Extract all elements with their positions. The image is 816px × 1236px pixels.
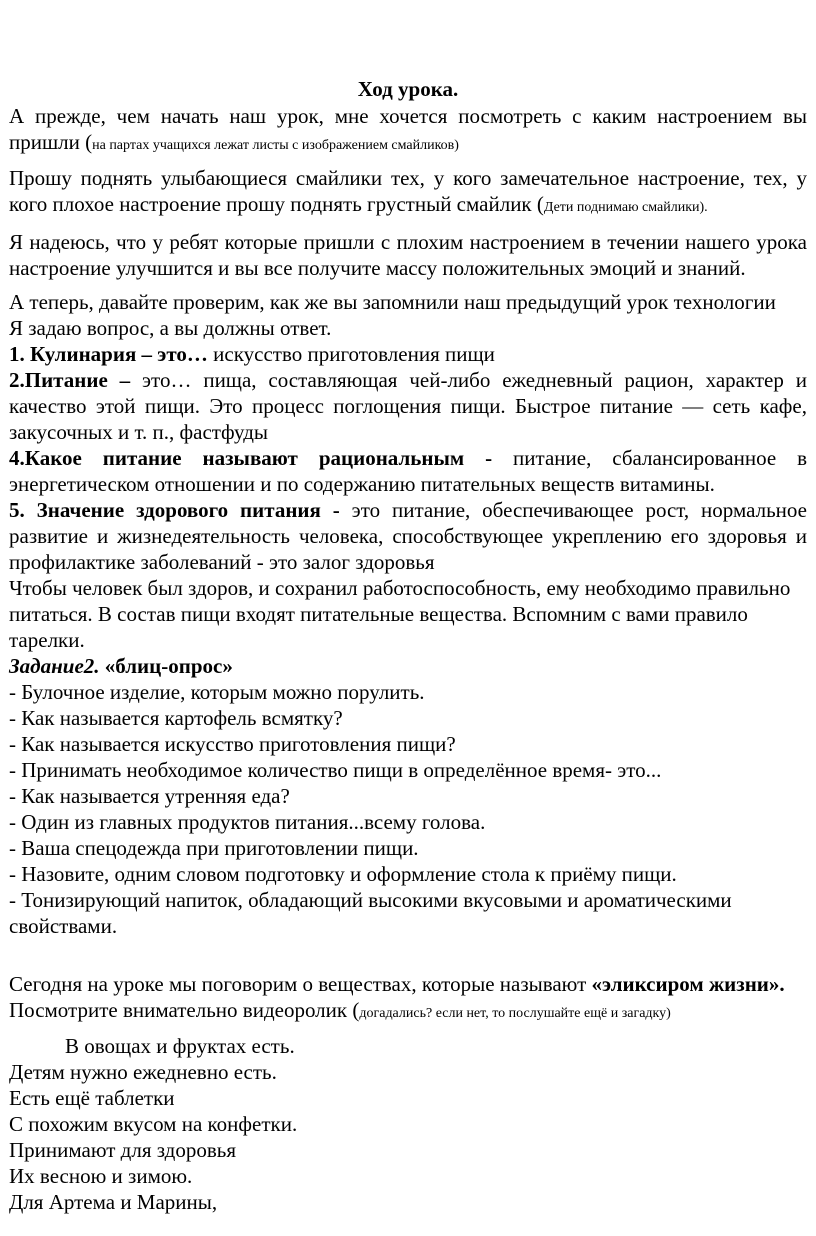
intro-text: А прежде, чем начать наш урок, мне хочется посмотреть с каким настроением вы пришли (: [9, 104, 807, 154]
question-item: - Булочное изделие, которым можно порулить.: [9, 680, 425, 704]
riddle-line: Их весною и зимою.: [9, 1164, 193, 1188]
smiles-note: Дети поднимаю смайлики).: [543, 200, 708, 215]
question-item: - Назовите, одним словом подготовку и оформление стола к приёму пищи.: [9, 862, 677, 886]
lesson-title: Ход урока.: [357, 77, 459, 101]
riddle-poem: [9, 1033, 807, 1215]
qa-term: Кулинария – это…: [30, 342, 208, 366]
smiles-text: Прошу поднять улыбающиеся смайлики тех, у кого замечательное настроение, тех, у кого плохое настроение прошу поднять грустный смайлик (: [9, 166, 807, 216]
task-heading: [9, 653, 807, 679]
spacer: [9, 939, 807, 965]
check-paragraph: А теперь, давайте проверим, как же вы запомнили наш предыдущий урок технологии: [9, 290, 776, 314]
hope-paragraph: Я надеюсь, что у ребят которые пришли с плохим настроением в течении нашего урока настроение улучшится и вы все получите массу положительных эмоций и знаний.: [9, 230, 807, 280]
ask-paragraph: Я задаю вопрос, а вы должны ответ.: [9, 316, 332, 340]
question-item: - Принимать необходимое количество пищи в определённое время- это...: [9, 758, 662, 782]
qa-answer: искусство приготовления пищи: [207, 342, 495, 366]
question-item: - Как называется картофель всмятку?: [9, 706, 343, 730]
qa-answer: пища, составляющая чей-либо ежедневный рацион, характер и качество этой пищи. Это процесс поглощения пищи. Быстрое питание — сеть кафе, закусочных и т. п., фастфуды: [9, 368, 807, 444]
intro-paragraph: [9, 103, 807, 159]
task-label: Задание2.: [9, 654, 100, 678]
qa-term: Питание –: [24, 368, 131, 392]
qa-mid: это…: [130, 368, 204, 392]
qa-answer: это питание, обеспечивающее рост, нормальное развитие и жизнедеятельность человека, способствующее укреплению его здоровья и профилактике заболеваний - это залог здоровья: [9, 498, 807, 574]
riddle-line: С похожим вкусом на конфетки.: [9, 1112, 298, 1136]
today-note: догадались? если нет, то послушайте ещё и загадку): [359, 1006, 671, 1021]
riddle-line: В овощах и фруктах есть.: [65, 1034, 295, 1058]
today-pre: Сегодня на уроке мы поговорим о веществах, которые называют: [9, 972, 592, 996]
qa-num: 2.: [9, 368, 25, 392]
riddle-line: Для Артема и Марины,: [9, 1190, 218, 1214]
question-item: - Ваша спецодежда при приготовлении пищи.: [9, 836, 419, 860]
today-paragraph: [9, 971, 807, 1027]
qa-num: 5.: [9, 498, 37, 522]
intro-note: на партах учащихся лежат листы с изображением смайликов): [92, 138, 459, 153]
qa-num: 4.: [9, 446, 25, 470]
question-item: - Как называется искусство приготовления пищи?: [9, 732, 456, 756]
blitz-questions: [9, 679, 807, 939]
today-bold: «эликсиром жизни».: [591, 972, 785, 996]
question-item: - Как называется утренняя еда?: [9, 784, 290, 808]
riddle-line: Детям нужно ежедневно есть.: [9, 1060, 277, 1084]
qa-term: Значение здорового питания -: [36, 498, 340, 522]
qa-num: 1.: [9, 342, 30, 366]
smiles-paragraph: [9, 165, 807, 221]
riddle-line: Есть ещё таблетки: [9, 1086, 175, 1110]
riddle-line: Принимают для здоровья: [9, 1138, 237, 1162]
question-item: - Один из главных продуктов питания...всему голова.: [9, 810, 486, 834]
question-item: - Тонизирующий напиток, обладающий высокими вкусовыми и ароматическими свойствами.: [9, 888, 732, 938]
qa-item-2: [9, 367, 807, 445]
qa-item-5: [9, 497, 807, 575]
today-post: Посмотрите внимательно видеоролик (: [9, 998, 360, 1022]
qa-item-1: [9, 341, 807, 367]
task-name: «блиц-опрос»: [99, 654, 233, 678]
qa-term: Какое питание называют рациональным -: [24, 446, 493, 470]
qa-answer: питание, сбалансированное в энергетическом отношении и по содержанию питательных веществ витамины.: [9, 446, 808, 496]
qa-item-4: [9, 445, 807, 497]
plate-paragraph: Чтобы человек был здоров, и сохранил работоспособность, ему необходимо правильно питаться. В состав пищи входят питательные вещества. Вспомним с вами правило тарелки.: [9, 576, 791, 652]
